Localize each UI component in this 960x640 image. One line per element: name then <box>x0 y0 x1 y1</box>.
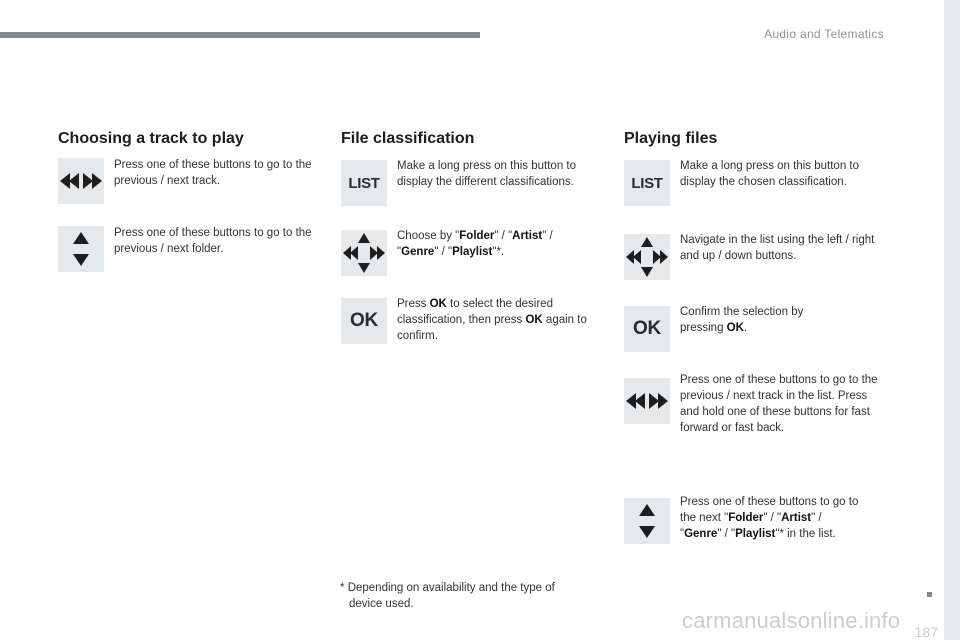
instruction-text: Navigate in the list using the left / right and up / down buttons. <box>680 234 875 262</box>
instruction-text: Press one of these buttons to go to the previous / next track in the list. Press and hold one of these buttons for fast forward or fast back. <box>680 374 878 434</box>
instruction-text: Make a long press on this button to display the chosen classification. <box>680 160 859 188</box>
prev-next-arrows-icon <box>59 171 103 191</box>
header-rule <box>0 32 480 38</box>
ok-button <box>624 306 670 352</box>
prev-next-button <box>624 378 670 424</box>
four-way-arrows-icon <box>342 231 386 275</box>
up-down-button <box>624 498 670 544</box>
footnote-line: device used. <box>349 598 414 610</box>
section-title: Audio and Telematics <box>764 27 884 41</box>
ok-button <box>341 298 387 344</box>
instruction-text: Press OK to select the desired classification, then press OK again to confirm. <box>397 298 587 342</box>
prev-next-button <box>58 158 104 204</box>
column-choosing-track <box>58 130 320 255</box>
column-playing-files <box>624 130 886 540</box>
watermark: carmanualsonline.info <box>682 608 901 633</box>
up-down-arrows-icon <box>71 231 91 267</box>
column-file-classification <box>341 130 603 342</box>
instruction-text: Press one of these buttons to go to the previous / next track. <box>114 159 312 187</box>
column-title: Choosing a track to play <box>58 130 244 147</box>
end-marker <box>927 592 932 597</box>
ok-button-label: OK <box>633 318 661 339</box>
column-title: File classification <box>341 130 475 147</box>
footnote <box>340 580 590 612</box>
ok-button-label: OK <box>350 310 378 331</box>
instruction-text: Make a long press on this button to display the different classifications. <box>397 160 576 188</box>
list-button <box>624 160 670 206</box>
list-button-label: LIST <box>631 174 663 192</box>
up-down-button <box>58 226 104 272</box>
four-way-button <box>624 234 670 280</box>
prev-next-arrows-icon <box>625 391 669 411</box>
up-down-arrows-icon <box>637 503 657 539</box>
instruction-text: Confirm the selection by pressing OK. <box>680 306 804 334</box>
page-number: 187 <box>914 624 938 640</box>
instruction-text: Press one of these buttons to go to the next "Folder" / "Artist" / "Genre" / "Playlist"* in the list. <box>680 496 859 540</box>
footnote-marker: * <box>340 582 345 594</box>
four-way-button <box>341 230 387 276</box>
list-button <box>341 160 387 206</box>
page-edge-strip <box>944 0 960 640</box>
instruction-text: Press one of these buttons to go to the previous / next folder. <box>114 227 312 255</box>
instruction-text: Choose by "Folder" / "Artist" / "Genre" / "Playlist"*. <box>397 230 553 258</box>
four-way-arrows-icon <box>625 235 669 279</box>
list-button-label: LIST <box>348 174 380 192</box>
footnote-line: Depending on availability and the type of <box>347 582 555 594</box>
column-title: Playing files <box>624 130 718 147</box>
